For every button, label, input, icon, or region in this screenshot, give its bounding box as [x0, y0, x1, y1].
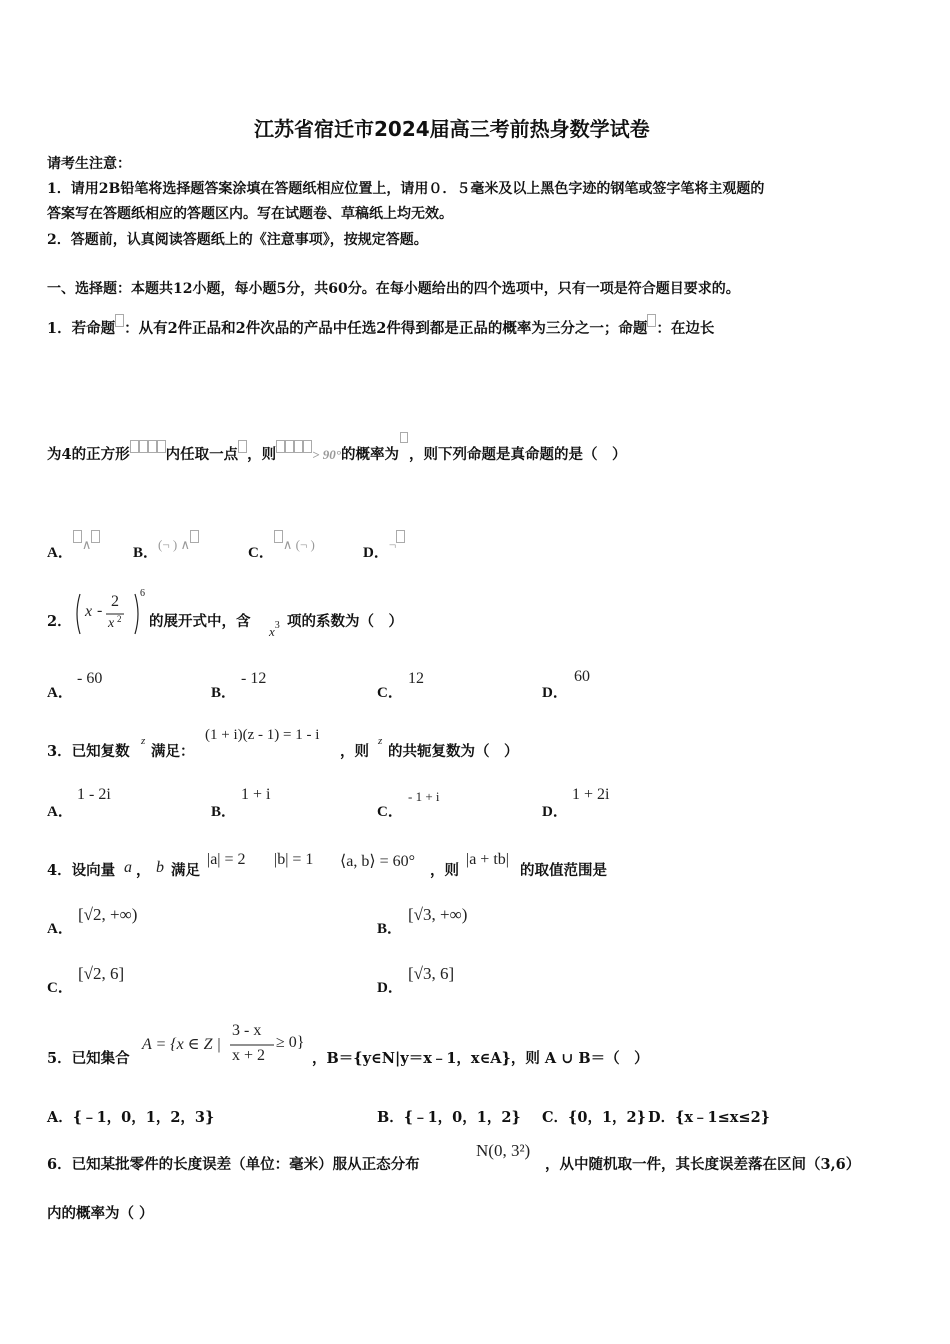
notice-line-2: 2．答题前，认真阅读答题纸上的《注意事项》，按规定答题。 — [47, 232, 428, 248]
q5-text-b: ，B＝{y∈N|y＝x﹣1，x∈A}，则 A ∪ B＝（ ） — [312, 1050, 649, 1067]
q2-number: 2． — [47, 613, 72, 630]
q4-expr: |a + tb| — [466, 851, 509, 868]
q4-comma: ， — [136, 862, 151, 879]
q1-option-a[interactable] — [47, 530, 100, 562]
q3-option-c[interactable] — [377, 800, 403, 821]
q2-option-d[interactable] — [542, 681, 568, 702]
q4-text-b: 满足 — [171, 862, 200, 879]
q1-option-d[interactable] — [363, 530, 405, 562]
missing-glyph-icon — [139, 440, 148, 453]
q3-text-a: 3．已知复数 — [47, 743, 130, 760]
q3-option-b-value: 1 + i — [241, 786, 271, 803]
q4-text-a: 4．设向量 — [47, 862, 116, 879]
q4-text-d: ，则 — [430, 862, 459, 879]
option-label: A． — [47, 804, 73, 820]
q3-option-b[interactable] — [211, 800, 236, 821]
q3-option-a-value: 1 - 2i — [77, 786, 111, 803]
option-label: D． — [542, 804, 568, 820]
q6-text-c: 内的概率为（ ） — [47, 1205, 154, 1222]
q4-vec-b: b — [156, 859, 164, 876]
option-label: D． — [377, 980, 403, 996]
q3-option-d[interactable] — [542, 800, 568, 821]
question-1-line-1 — [47, 314, 714, 338]
q2-exponent: 6 — [140, 588, 145, 599]
q4-option-b-value: [√3, +∞) — [408, 905, 468, 924]
q2-option-a[interactable] — [47, 681, 73, 702]
option-label: D． — [542, 685, 568, 701]
missing-glyph-icon — [190, 530, 199, 543]
missing-glyph-icon — [396, 530, 405, 543]
q1-text-f: ，则 — [247, 446, 277, 463]
option-label: D． — [363, 545, 389, 561]
q3-option-a[interactable] — [47, 800, 73, 821]
q1-text-a: 1．若命题 — [47, 320, 116, 337]
q4-cond-3: ⟨a, b⟩ = 60° — [340, 853, 416, 870]
missing-glyph-icon — [91, 530, 100, 543]
q2-option-a-value: - 60 — [77, 670, 103, 687]
q5-option-d[interactable]: D．{x﹣1≤x≤2} — [648, 1109, 770, 1126]
q5-fraction-numerator: 3 - x — [232, 1022, 262, 1039]
option-label: C． — [377, 685, 403, 701]
q2-option-d-value: 60 — [574, 668, 590, 685]
option-expr: ¬ — [388, 537, 397, 552]
q3-equation: (1 + i)(z - 1) = 1 - i — [205, 727, 320, 743]
q1-prob-fraction — [399, 432, 409, 452]
missing-glyph-icon — [238, 440, 247, 453]
q4-cond-1: |a| = 2 — [207, 851, 246, 868]
q2-x-cube — [269, 620, 280, 640]
missing-glyph-icon — [157, 440, 166, 453]
q2-option-c[interactable] — [377, 681, 403, 702]
q6-text-b: ，从中随机取一件，其长度误差落在区间（3,6） — [545, 1156, 861, 1173]
missing-glyph-icon — [115, 314, 124, 327]
q5-option-b[interactable]: B．{﹣1，0，1，2} — [377, 1109, 521, 1126]
notice-line-1: 1．请用2B铅笔将选择题答案涂填在答题纸相应位置上，请用０．５毫米及以上黑色字迹的钢笔或签字笔将主观题的 — [47, 181, 765, 197]
q5-option-c[interactable]: C．{0，1，2} — [542, 1109, 646, 1126]
missing-glyph-icon — [130, 440, 139, 453]
missing-glyph-icon — [276, 440, 285, 453]
q6-text-a: 6．已知某批零件的长度误差（单位：毫米）服从正态分布 — [47, 1156, 420, 1173]
q1-text-e: 内任取一点 — [165, 446, 239, 463]
q3-text-b: 满足： — [151, 743, 195, 760]
q5-set-a: A = {x ∈ Z | — [142, 1036, 221, 1053]
option-label: B． — [133, 545, 159, 561]
question-1-line-2 — [47, 432, 626, 464]
q2-option-b[interactable] — [211, 681, 236, 702]
option-label: B． — [377, 921, 403, 937]
missing-glyph-icon — [303, 440, 312, 453]
q2-x-cube-base: x — [269, 624, 275, 639]
q4-option-d-value: [√3, 6] — [408, 964, 455, 983]
q1-text-c: ：在边长 — [656, 320, 715, 337]
option-label: A． — [47, 545, 73, 561]
q2-x-cube-exp: 3 — [274, 620, 280, 631]
q3-option-c-value: - 1 + i — [408, 789, 440, 804]
q2-denominator: x — [108, 616, 115, 631]
q1-option-b[interactable] — [133, 530, 199, 562]
q4-option-a[interactable] — [47, 917, 73, 938]
q4-vec-a: a — [124, 859, 132, 876]
q3-z: z — [141, 735, 146, 747]
q2-minus: - — [97, 602, 103, 619]
q2-text-2: 项的系数为（ ） — [287, 613, 403, 630]
option-label: C． — [377, 804, 403, 820]
q3-z-2: z — [378, 735, 383, 747]
q3-text-d: 的共轭复数为（ ） — [388, 743, 519, 760]
q6-distribution: N(0, 3²) — [476, 1141, 531, 1160]
option-label: A． — [47, 685, 73, 701]
q3-text-c: ，则 — [340, 743, 369, 760]
q5-fraction-bar — [230, 1044, 274, 1046]
q1-text-i: ，则下列命题是真命题的是（ ） — [408, 446, 627, 463]
q5-ge: ≥ 0} — [276, 1034, 305, 1051]
q1-text-h: 的概率为 — [340, 446, 399, 463]
notice-heading: 请考生注意： — [47, 156, 131, 172]
option-label: B． — [211, 804, 237, 820]
option-label: C． — [248, 545, 274, 561]
q4-option-a-value: [√2, +∞) — [78, 905, 138, 924]
missing-glyph-icon — [294, 440, 303, 453]
q4-option-c-value: [√2, 6] — [78, 964, 125, 983]
q1-option-c[interactable] — [248, 530, 315, 562]
q2-option-b-value: - 12 — [241, 670, 267, 687]
q5-option-a[interactable]: A．{﹣1，0，1，2，3} — [47, 1109, 215, 1126]
q2-denominator-exp: 2 — [117, 614, 122, 624]
option-expr: ∧ (¬ ) — [282, 537, 315, 552]
option-label: B． — [211, 685, 237, 701]
q2-numerator: 2 — [111, 593, 119, 610]
page-title: 江苏省宿迁市2024届高三考前热身数学试卷 — [254, 117, 650, 141]
option-expr: (¬ ) ∧ — [158, 537, 191, 552]
q1-text-b: ：从有2件正品和2件次品的产品中任选2件得到都是正品的概率为三分之一；命题 — [124, 320, 648, 337]
q5-text-a: 5．已知集合 — [47, 1050, 130, 1067]
q1-text-d: 为4的正方形 — [47, 446, 130, 463]
q2-option-c-value: 12 — [408, 670, 424, 687]
option-label: A． — [47, 921, 73, 937]
notice-line-1b: 答案写在答题纸相应的答题区内。写在试题卷、草稿纸上均无效。 — [47, 206, 453, 222]
option-label: C． — [47, 980, 73, 996]
option-expr: ∧ — [81, 537, 92, 552]
q3-option-d-value: 1 + 2i — [572, 786, 610, 803]
missing-glyph-icon — [647, 314, 656, 327]
q2-binomial-expr — [72, 590, 148, 638]
q5-fraction-denominator: x + 2 — [232, 1047, 266, 1064]
q4-text-f: 的取值范围是 — [520, 862, 607, 879]
missing-glyph-icon — [285, 440, 294, 453]
q1-angle-cond: > 90° — [312, 447, 341, 462]
q2-x: x — [85, 603, 93, 620]
section-heading: 一、选择题：本题共12小题，每小题5分，共60分。在每小题给出的四个选项中，只有一项是符合题目要求的。 — [47, 281, 740, 297]
q2-text-1: 的展开式中，含 — [149, 613, 251, 630]
q4-option-b[interactable] — [377, 917, 402, 938]
missing-glyph-icon — [73, 530, 82, 543]
missing-glyph-icon — [148, 440, 157, 453]
missing-glyph-icon — [400, 432, 408, 443]
missing-glyph-icon — [274, 530, 283, 543]
q4-cond-2: |b| = 1 — [274, 851, 314, 868]
q4-option-d[interactable] — [377, 976, 403, 997]
q4-option-c[interactable] — [47, 976, 73, 997]
q5-set-a-expr — [142, 1022, 312, 1070]
